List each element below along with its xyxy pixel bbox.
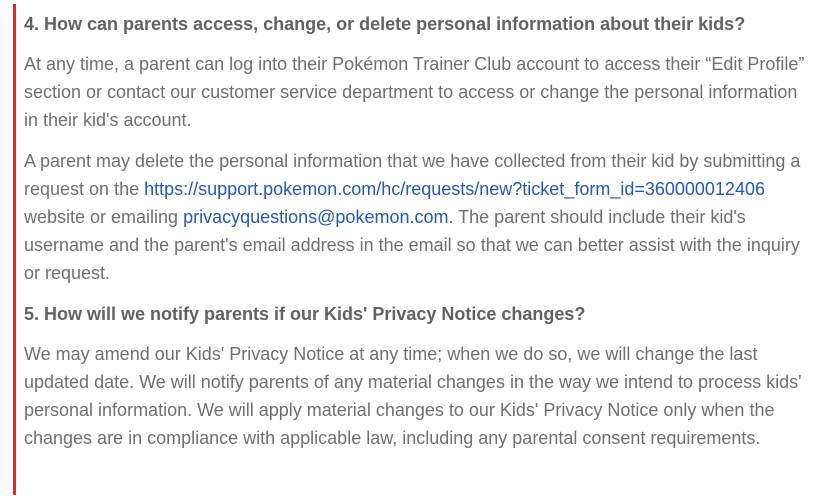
section-5-paragraph-1: We may amend our Kids' Privacy Notice at any time; when we do so, we will change the last updated date. We will notify parents of any material changes in the way we intend to process kids' personal information. We will apply material changes to our Kids' Privacy Notice only when the changes are in compliance with applicable law, including any parental consent requirements. [24,343,802,449]
section-4-heading: 4. How can parents access, change, or delete personal information about their kids? [24,14,746,34]
section-4-paragraph-1: At any time, a parent can log into their Pokémon Trainer Club account to access their “Edit Profile” section or contact our customer service department to access or change the personal information in their kid's account. [24,54,805,131]
privacy-email-link[interactable]: privacyquestions@pokemon.com [183,207,449,228]
section-4-paragraph-2-text-mid: website or emailing [24,207,184,228]
privacy-notice-content [24,6,808,452]
section-5-heading: 5. How will we notify parents if our Kids' Privacy Notice changes? [24,303,586,324]
section-4-paragraph-2-text-start: A parent may delete the personal information that we have collected from their kid by submitting a request on the [24,150,801,199]
left-accent-rule [13,4,16,495]
section-4-paragraph-2 [24,147,808,288]
support-request-link[interactable]: https://support.pokemon.com/hc/requests/new?ticket_form_id=360000012406 [144,178,765,199]
section-4-paragraph-2-text-end: . The parent should include their kid's username and the parent's email address in the email so that we can better assist with the inquiry or request. [24,207,800,284]
